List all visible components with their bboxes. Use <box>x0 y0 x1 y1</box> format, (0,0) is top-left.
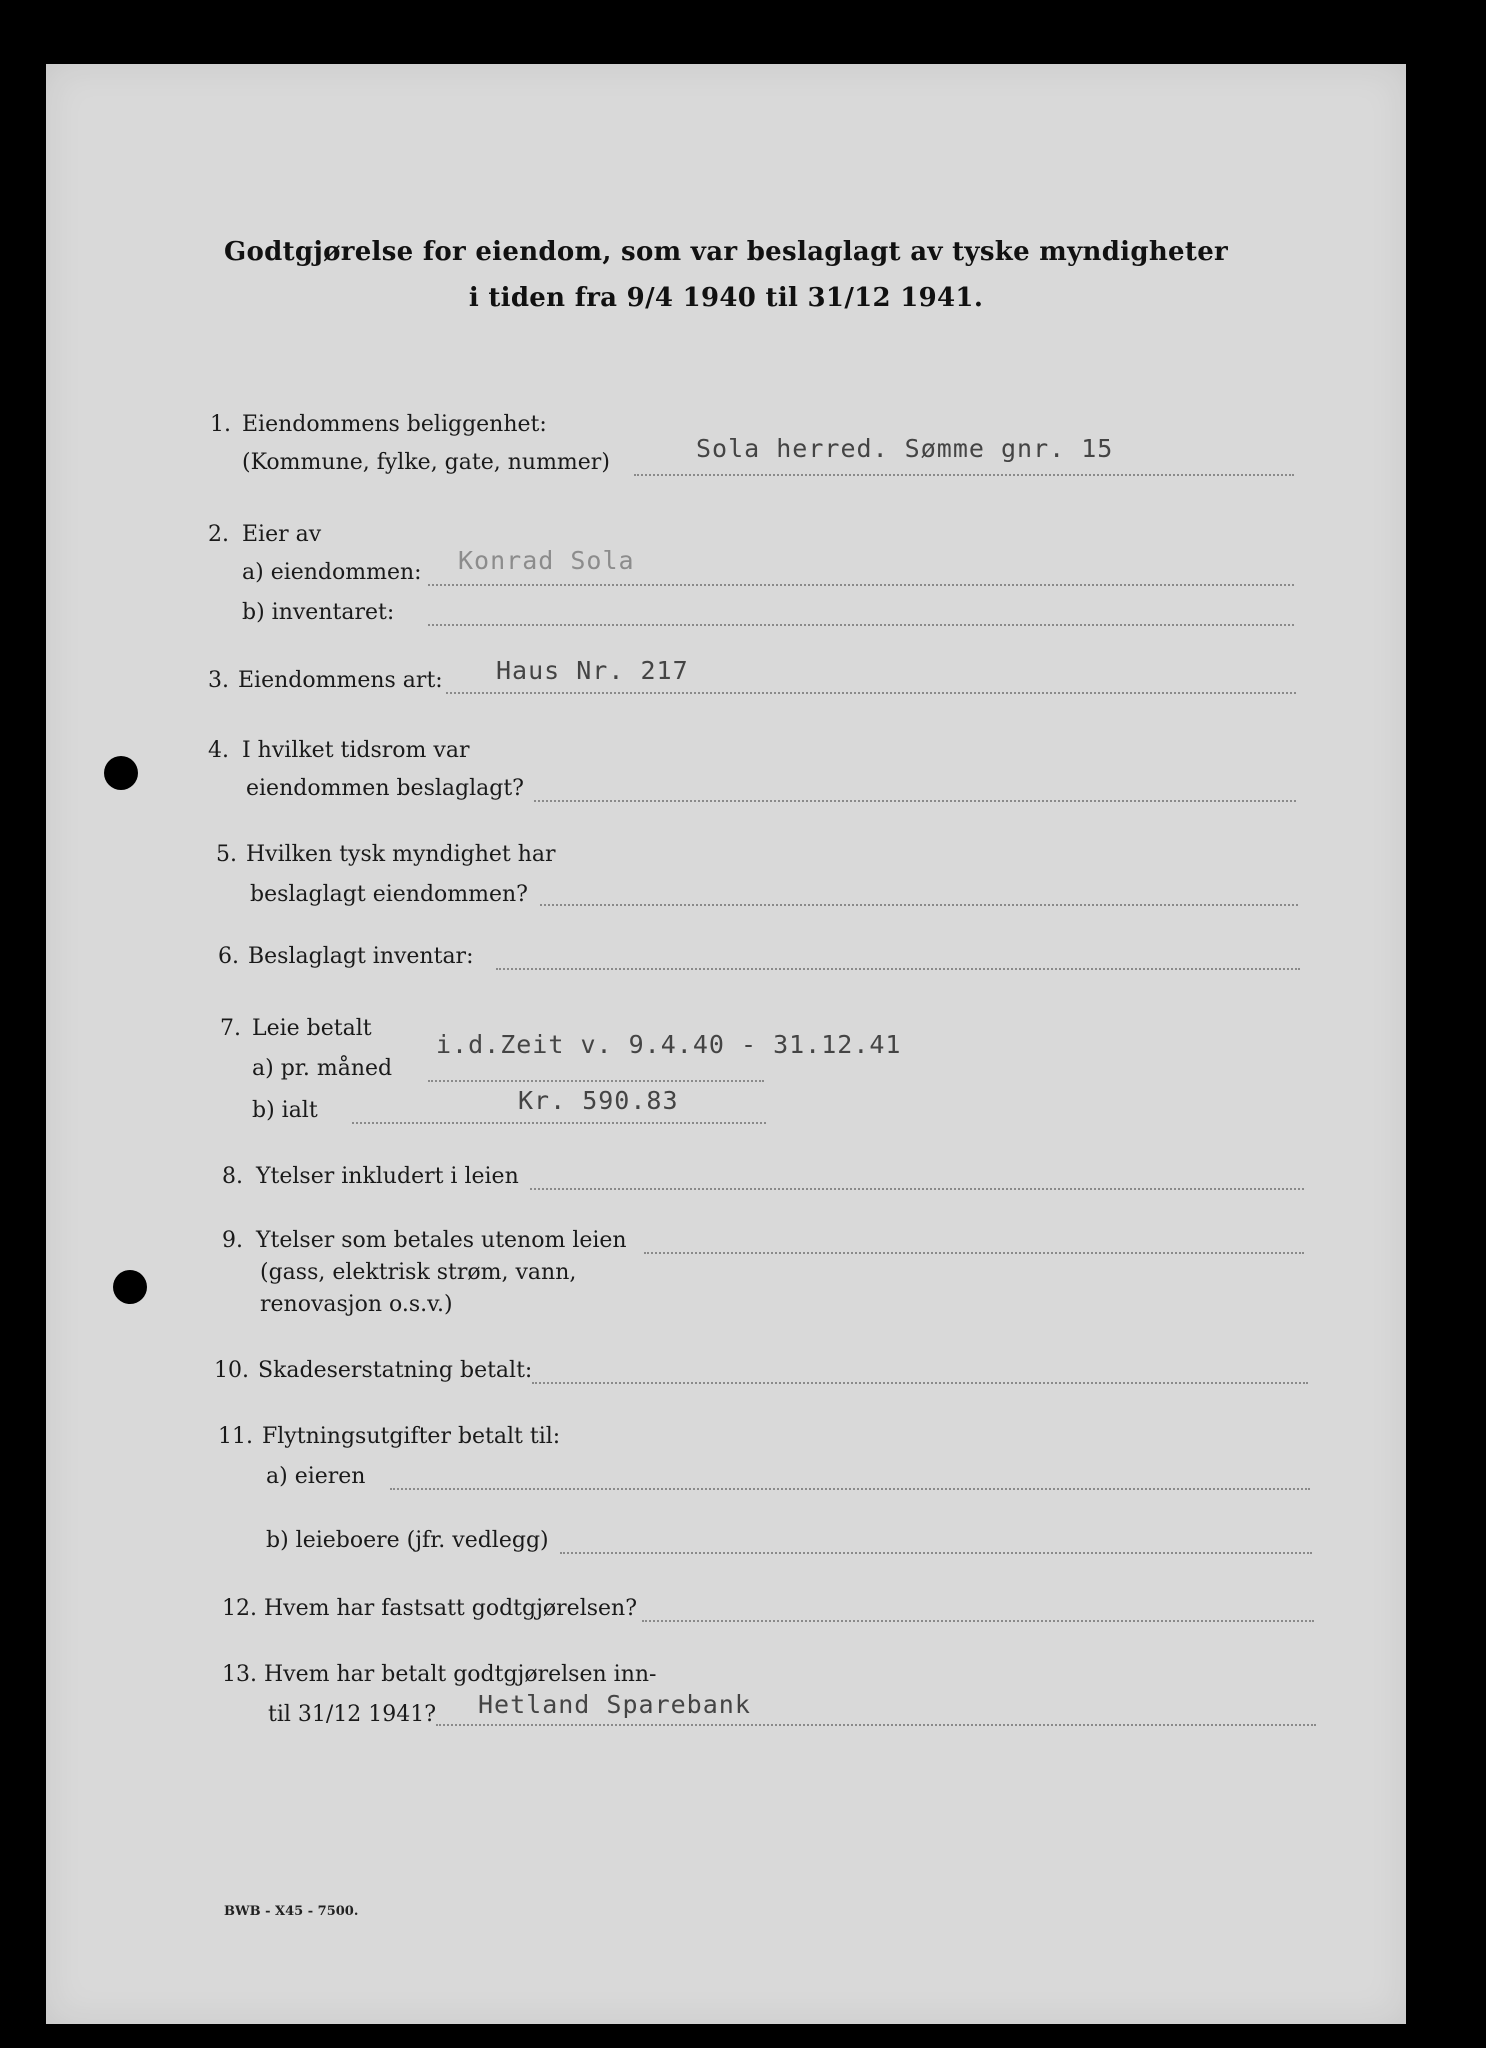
q13-answer-line <box>436 1724 1316 1726</box>
form-sheet <box>46 64 1406 2024</box>
q7b-answer-line <box>352 1122 766 1124</box>
q2a-answer-line <box>428 584 1294 586</box>
q1-answer: Sola herred. Sømme gnr. 15 <box>696 434 1114 463</box>
q10-answer-line <box>532 1382 1308 1384</box>
q9-answer-line <box>644 1252 1304 1254</box>
q2b-answer-line <box>428 624 1294 626</box>
q6-label: Beslaglagt inventar: <box>248 944 474 969</box>
q6-answer-line <box>496 968 1300 970</box>
q8-label: Ytelser inkludert i leien <box>256 1164 519 1189</box>
q10-number: 10. <box>214 1358 249 1383</box>
q9-number: 9. <box>222 1228 243 1253</box>
q9-sublabel-2: renovasjon o.s.v.) <box>260 1292 453 1317</box>
q2-number: 2. <box>208 522 229 547</box>
q2-label: Eier av <box>242 522 322 547</box>
q11-number: 11. <box>218 1424 253 1449</box>
q11-label: Flytningsutgifter betalt til: <box>262 1424 561 1449</box>
q8-number: 8. <box>222 1164 243 1189</box>
q3-number: 3. <box>208 668 229 693</box>
q7b-answer: Kr. 590.83 <box>518 1086 679 1115</box>
q9-label: Ytelser som betales utenom leien <box>256 1228 627 1253</box>
q13-answer: Hetland Sparebank <box>478 1690 751 1719</box>
q7a-answer-line <box>428 1080 764 1082</box>
q2a-answer: Konrad Sola <box>458 546 635 575</box>
q13-number: 13. <box>222 1662 257 1687</box>
q2a-label: a) eiendommen: <box>242 560 422 585</box>
q1-sublabel: (Kommune, fylke, gate, nummer) <box>242 450 610 475</box>
q4-sublabel: eiendommen beslaglagt? <box>246 776 524 801</box>
q13-label: Hvem har betalt godtgjørelsen inn- <box>264 1662 657 1687</box>
q11a-label: a) eieren <box>266 1464 366 1489</box>
punch-hole-top <box>104 756 138 790</box>
q7a-label: a) pr. måned <box>252 1056 393 1081</box>
q11b-answer-line <box>560 1552 1312 1554</box>
q7b-label: b) ialt <box>252 1098 318 1123</box>
punch-hole-bottom <box>113 1270 147 1304</box>
q2b-label: b) inventaret: <box>242 600 395 625</box>
q4-number: 4. <box>208 738 229 763</box>
q9-sublabel-1: (gass, elektrisk strøm, vann, <box>260 1260 577 1285</box>
q7-number: 7. <box>220 1016 241 1041</box>
q7-label: Leie betalt <box>252 1016 372 1041</box>
q12-answer-line <box>642 1620 1314 1622</box>
form-title-line-1: Godtgjørelse for eiendom, som var beslaglagt av tyske myndigheter <box>223 237 1229 267</box>
q4-answer-line <box>534 800 1296 802</box>
q13-sublabel: til 31/12 1941? <box>268 1702 437 1727</box>
q5-answer-line <box>540 904 1298 906</box>
q12-number: 12. <box>222 1596 257 1621</box>
q3-answer: Haus Nr. 217 <box>496 656 689 685</box>
q10-label: Skadeserstatning betalt: <box>258 1358 533 1383</box>
q4-label: I hvilket tidsrom var <box>242 738 470 763</box>
q3-answer-line <box>446 692 1296 694</box>
q12-label: Hvem har fastsatt godtgjørelsen? <box>264 1596 638 1621</box>
q11b-label: b) leieboere (jfr. vedlegg) <box>266 1528 549 1553</box>
q1-answer-line <box>634 474 1294 476</box>
q1-number: 1. <box>210 412 231 437</box>
q1-label: Eiendommens beliggenhet: <box>242 412 547 437</box>
q5-sublabel: beslaglagt eiendommen? <box>250 882 528 907</box>
q8-answer-line <box>530 1188 1304 1190</box>
q5-number: 5. <box>216 842 237 867</box>
q11a-answer-line <box>390 1488 1310 1490</box>
q6-number: 6. <box>218 944 239 969</box>
q5-label: Hvilken tysk myndighet har <box>246 842 556 867</box>
print-code: BWB - X45 - 7500. <box>224 1904 359 1919</box>
form-title-line-2: i tiden fra 9/4 1940 til 31/12 1941. <box>468 283 984 313</box>
q3-label: Eiendommens art: <box>238 668 443 693</box>
q7a-answer: i.d.Zeit v. 9.4.40 - 31.12.41 <box>436 1030 902 1059</box>
